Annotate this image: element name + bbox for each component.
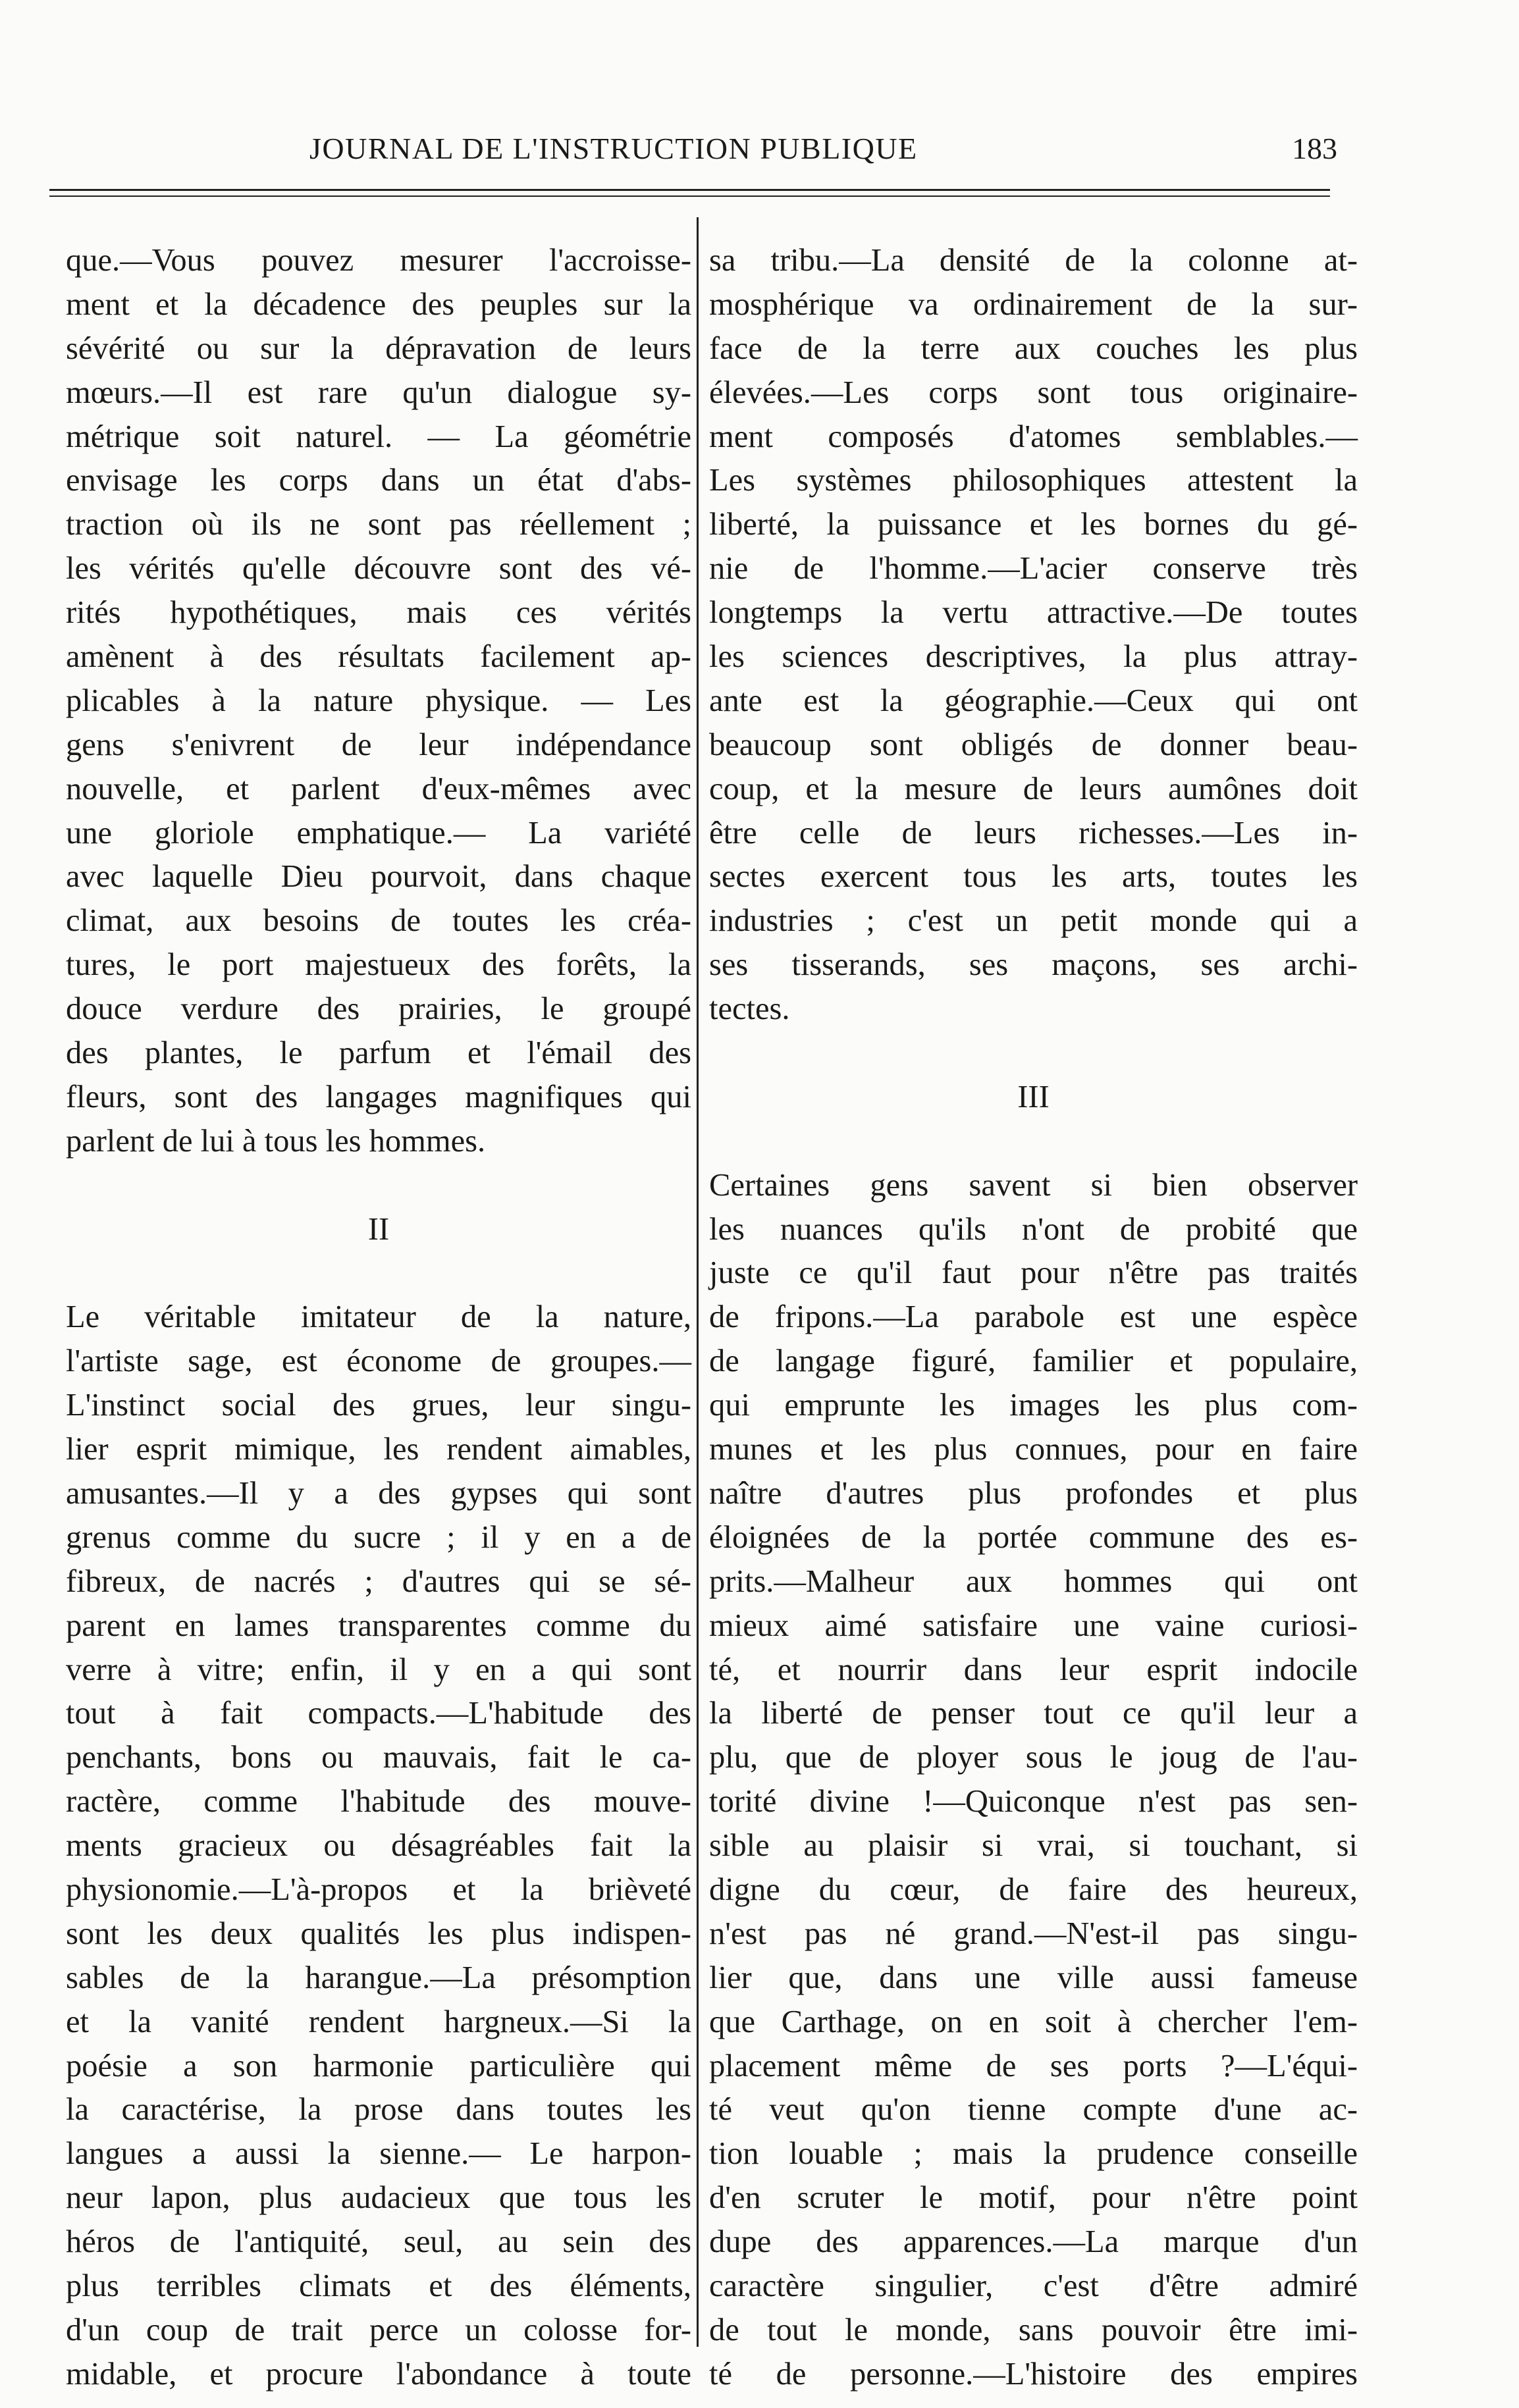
text-line: parlent de lui à tous les hommes. xyxy=(66,1123,486,1159)
text-line: de langage figuré, familier et populaire, xyxy=(709,1344,1358,1379)
blank-line xyxy=(66,1164,691,1208)
text-line: de tout le monde, sans pouvoir être imi- xyxy=(709,2312,1358,2347)
text-line: coup, et la mesure de leurs aumônes doit xyxy=(709,771,1358,806)
text-line: plu, que de ployer sous le joug de l'au- xyxy=(709,1740,1358,1775)
text-line: physionomie.—L'à-propos et la brièveté xyxy=(66,1871,691,1907)
text-line: langues a aussi la sienne.— Le harpon- xyxy=(66,2136,691,2172)
text-line: longtemps la vertu attractive.—De toutes xyxy=(709,595,1358,631)
text-line: sectes exercent tous les arts, toutes les xyxy=(709,859,1358,895)
text-line: L'instinct social des grues, leur singu- xyxy=(66,1388,691,1423)
text-line: être celle de leurs richesses.—Les in- xyxy=(709,815,1358,851)
column-divider xyxy=(697,217,699,2347)
page-number: 183 xyxy=(1292,132,1337,165)
text-line: les sciences descriptives, la plus attray- xyxy=(709,639,1358,675)
text-line: d'en scruter le motif, pour n'être point xyxy=(709,2180,1358,2216)
blank-line xyxy=(709,1032,1358,1076)
text-line: l'artiste sage, est économe de groupes.— xyxy=(66,1344,691,1379)
text-line: ante est la géographie.—Ceux qui ont xyxy=(709,683,1358,718)
text-line: placement même de ses ports ?—L'équi- xyxy=(709,2048,1358,2083)
text-line: ractère, comme l'habitude des mouve- xyxy=(66,1784,691,1819)
text-line: poésie a son harmonie particulière qui xyxy=(66,2048,691,2083)
text-line: penchants, bons ou mauvais, fait le ca- xyxy=(66,1740,691,1775)
text-line: ment et la décadence des peuples sur la xyxy=(66,286,691,322)
blank-line xyxy=(709,1120,1358,1164)
text-line: avec laquelle Dieu pourvoit, dans chaque xyxy=(66,859,691,895)
text-line: traction où ils ne sont pas réellement ; xyxy=(66,507,691,542)
text-line: fibreux, de nacrés ; d'autres qui se sé- xyxy=(66,1563,691,1599)
text-line: sévérité ou sur la dépravation de leurs xyxy=(66,330,691,366)
text-line: amusantes.—Il y a des gypses qui sont xyxy=(66,1475,691,1511)
text-line: mosphérique va ordinairement de la sur- xyxy=(709,286,1358,322)
text-line: mœurs.—Il est rare qu'un dialogue sy- xyxy=(66,375,691,410)
text-line: naître d'autres plus profondes et plus xyxy=(709,1475,1358,1511)
text-line: envisage les corps dans un état d'abs- xyxy=(66,463,691,498)
text-line: plus terribles climats et des éléments, xyxy=(66,2268,691,2303)
text-line: beaucoup sont obligés de donner beau- xyxy=(709,727,1358,762)
text-line: té, et nourrir dans leur esprit indocile xyxy=(709,1652,1358,1687)
header-rule-top xyxy=(49,189,1330,191)
text-line: neur lapon, plus audacieux que tous les xyxy=(66,2180,691,2216)
text-line: grenus comme du sucre ; il y en a de xyxy=(66,1519,691,1555)
text-line: élevées.—Les corps sont tous originaire- xyxy=(709,375,1358,410)
text-line: héros de l'antiquité, seul, au sein des xyxy=(66,2224,691,2260)
text-line: digne du cœur, de faire des heureux, xyxy=(709,1871,1358,1907)
text-line: dupe des apparences.—La marque d'un xyxy=(709,2224,1358,2260)
running-header xyxy=(0,129,1519,169)
text-line: prits.—Malheur aux hommes qui ont xyxy=(709,1563,1358,1599)
text-line: lier que, dans une ville aussi fameuse xyxy=(709,1960,1358,1995)
text-line: sables de la harangue.—La présomption xyxy=(66,1960,691,1995)
text-line: qui emprunte les images les plus com- xyxy=(709,1388,1358,1423)
text-line: tures, le port majestueux des forêts, la xyxy=(66,947,691,983)
text-line: la caractérise, la prose dans toutes les xyxy=(66,2092,691,2128)
text-line: industries ; c'est un petit monde qui a xyxy=(709,903,1358,939)
text-line: et la vanité rendent hargneux.—Si la xyxy=(66,2004,691,2039)
text-line: tion louable ; mais la prudence conseille xyxy=(709,2136,1358,2172)
text-line: des plantes, le parfum et l'émail des xyxy=(66,1035,691,1071)
text-line: une gloriole emphatique.— La variété xyxy=(66,815,691,851)
text-line: la liberté de penser tout ce qu'il leur a xyxy=(709,1696,1358,1731)
text-line: torité divine !—Quiconque n'est pas sen- xyxy=(709,1784,1358,1819)
text-line: fleurs, sont des langages magnifiques qui xyxy=(66,1079,691,1114)
blank-line xyxy=(66,1251,691,1296)
text-line: té de personne.—L'histoire des empires xyxy=(709,2356,1358,2392)
text-line: caractère singulier, c'est d'être admiré xyxy=(709,2268,1358,2303)
text-line: sible au plaisir si vrai, si touchant, si xyxy=(709,1828,1358,1864)
right-column xyxy=(709,239,1358,2397)
text-line: tout à fait compacts.—L'habitude des xyxy=(66,1696,691,1731)
text-line: climat, aux besoins de toutes les créa- xyxy=(66,903,691,939)
text-line: ses tisserands, ses maçons, ses archi- xyxy=(709,947,1358,983)
text-line: gens s'enivrent de leur indépendance xyxy=(66,727,691,762)
text-line: Certaines gens savent si bien observer xyxy=(709,1167,1358,1203)
text-line: Les systèmes philosophiques attestent la xyxy=(709,463,1358,498)
text-line: que.—Vous pouvez mesurer l'accroisse- xyxy=(66,243,691,278)
text-line: sa tribu.—La densité de la colonne at- xyxy=(709,243,1358,278)
left-column xyxy=(66,239,691,2397)
text-line: parent en lames transparentes comme du xyxy=(66,1608,691,1643)
text-line: ment composés d'atomes semblables.— xyxy=(709,419,1358,454)
text-line: nouvelle, et parlent d'eux-mêmes avec xyxy=(66,771,691,806)
text-line: tectes. xyxy=(709,991,790,1027)
text-line: liberté, la puissance et les bornes du gé- xyxy=(709,507,1358,542)
text-line: éloignées de la portée commune des es- xyxy=(709,1519,1358,1555)
text-line: plicables à la nature physique. — Les xyxy=(66,683,691,718)
text-line: rités hypothétiques, mais ces vérités xyxy=(66,595,691,631)
text-line: les nuances qu'ils n'ont de probité que xyxy=(709,1211,1358,1247)
text-line: verre à vitre; enfin, il y en a qui sont xyxy=(66,1652,691,1687)
text-line: face de la terre aux couches les plus xyxy=(709,330,1358,366)
header-rule-bottom xyxy=(49,196,1330,197)
text-line: juste ce qu'il faut pour n'être pas traités xyxy=(709,1255,1358,1291)
text-line: douce verdure des prairies, le groupé xyxy=(66,991,691,1027)
section-heading: II xyxy=(367,1211,390,1247)
text-line: midable, et procure l'abondance à toute xyxy=(66,2356,691,2392)
text-line: té veut qu'on tienne compte d'une ac- xyxy=(709,2092,1358,2128)
text-line: amènent à des résultats facilement ap- xyxy=(66,639,691,675)
text-line: ments gracieux ou désagréables fait la xyxy=(66,1828,691,1864)
text-line: les vérités qu'elle découvre sont des vé- xyxy=(66,551,691,587)
text-line: de fripons.—La parabole est une espèce xyxy=(709,1299,1358,1335)
text-line: métrique soit naturel. — La géométrie xyxy=(66,419,691,454)
text-line: mieux aimé satisfaire une vaine curiosi- xyxy=(709,1608,1358,1643)
journal-title: JOURNAL DE L'INSTRUCTION PUBLIQUE xyxy=(309,132,918,165)
text-line: n'est pas né grand.—N'est-il pas singu- xyxy=(709,1916,1358,1951)
text-line: Le véritable imitateur de la nature, xyxy=(66,1299,691,1335)
section-heading: III xyxy=(1017,1079,1050,1114)
text-line: munes et les plus connues, pour en faire xyxy=(709,1432,1358,1467)
text-line: nie de l'homme.—L'acier conserve très xyxy=(709,551,1358,587)
text-line: que Carthage, on en soit à chercher l'em- xyxy=(709,2004,1358,2039)
text-line: sont les deux qualités les plus indispen- xyxy=(66,1916,691,1951)
text-line: lier esprit mimique, les rendent aimables, xyxy=(66,1432,691,1467)
text-line: d'un coup de trait perce un colosse for- xyxy=(66,2312,691,2347)
